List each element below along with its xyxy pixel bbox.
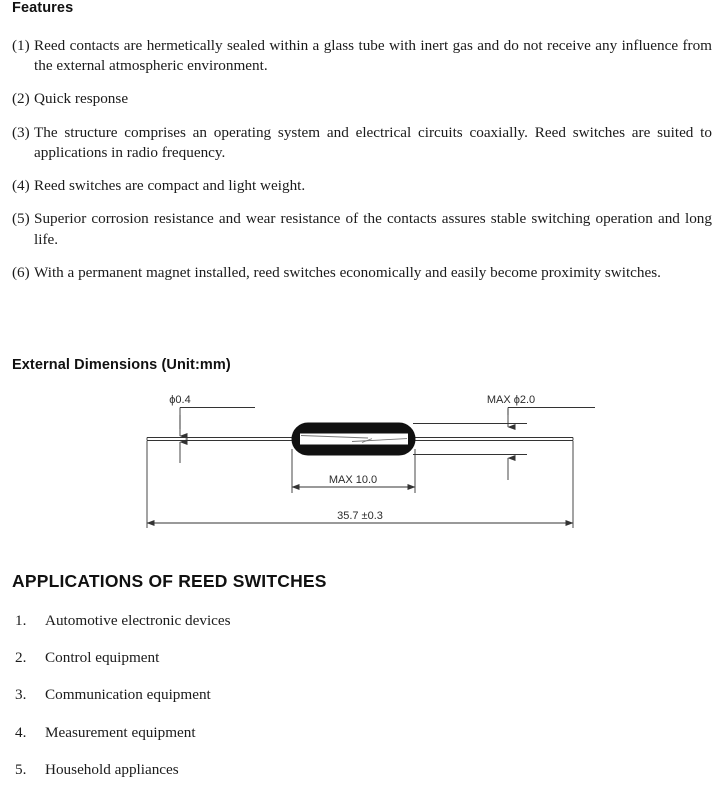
feature-marker: (2) [12, 90, 30, 108]
lead-diameter-label: ϕ0.4 [169, 394, 191, 406]
overall-length-label: 35.7 ±0.3 [337, 510, 383, 522]
application-text: Communication equipment [45, 686, 211, 704]
body-diameter-label: MAX ϕ2.0 [486, 394, 536, 406]
feature-marker: (6) [12, 263, 30, 281]
application-marker: 1. [15, 612, 27, 629]
applications-heading: APPLICATIONS OF REED SWITCHES [12, 571, 327, 591]
feature-text: Reed switches are compact and light weight. [34, 177, 306, 195]
features-list [12, 36, 712, 296]
feature-marker: (1) [12, 37, 30, 54]
external-dimensions-heading: External Dimensions (Unit:mm) [12, 357, 231, 373]
feature-marker: (5) [12, 210, 30, 228]
feature-marker: (3) [12, 123, 30, 141]
application-text: Control equipment [45, 649, 160, 667]
feature-text: Superior corrosion resistance and wear resistance of the contacts assures stable switching operation and long life. [34, 210, 712, 248]
application-item [12, 649, 512, 667]
application-text: Measurement equipment [45, 723, 196, 741]
feature-item [12, 209, 712, 249]
feature-item [12, 123, 712, 163]
application-marker: 3. [15, 686, 27, 704]
feature-item [12, 263, 712, 283]
body-length-label: MAX 10.0 [328, 474, 378, 486]
application-marker: 5. [15, 760, 27, 778]
application-item [12, 724, 512, 742]
application-item [12, 686, 512, 704]
application-marker: 2. [15, 649, 27, 667]
feature-text: The structure comprises an operating system and electrical circuits coaxially. Reed switches are suited to applications in radio frequency. [34, 123, 712, 161]
feature-marker: (4) [12, 177, 30, 195]
features-heading: Features [12, 0, 74, 16]
applications-list [12, 612, 512, 798]
application-item [12, 612, 512, 630]
feature-text: With a permanent magnet installed, reed switches economically and easily become proximity switches. [34, 263, 661, 281]
feature-item [12, 176, 712, 196]
feature-item [12, 36, 712, 76]
reed-switch-dimension-drawing [0, 385, 725, 550]
application-marker: 4. [15, 723, 27, 741]
application-text: Household appliances [45, 760, 179, 778]
feature-item [12, 89, 712, 109]
application-item [12, 761, 512, 779]
feature-text: Quick response [34, 90, 129, 108]
feature-text: Reed contacts are hermetically sealed within a glass tube with inert gas and do not receive any influence from the external atmospheric environment. [34, 37, 712, 75]
application-text: Automotive electronic devices [45, 612, 231, 629]
